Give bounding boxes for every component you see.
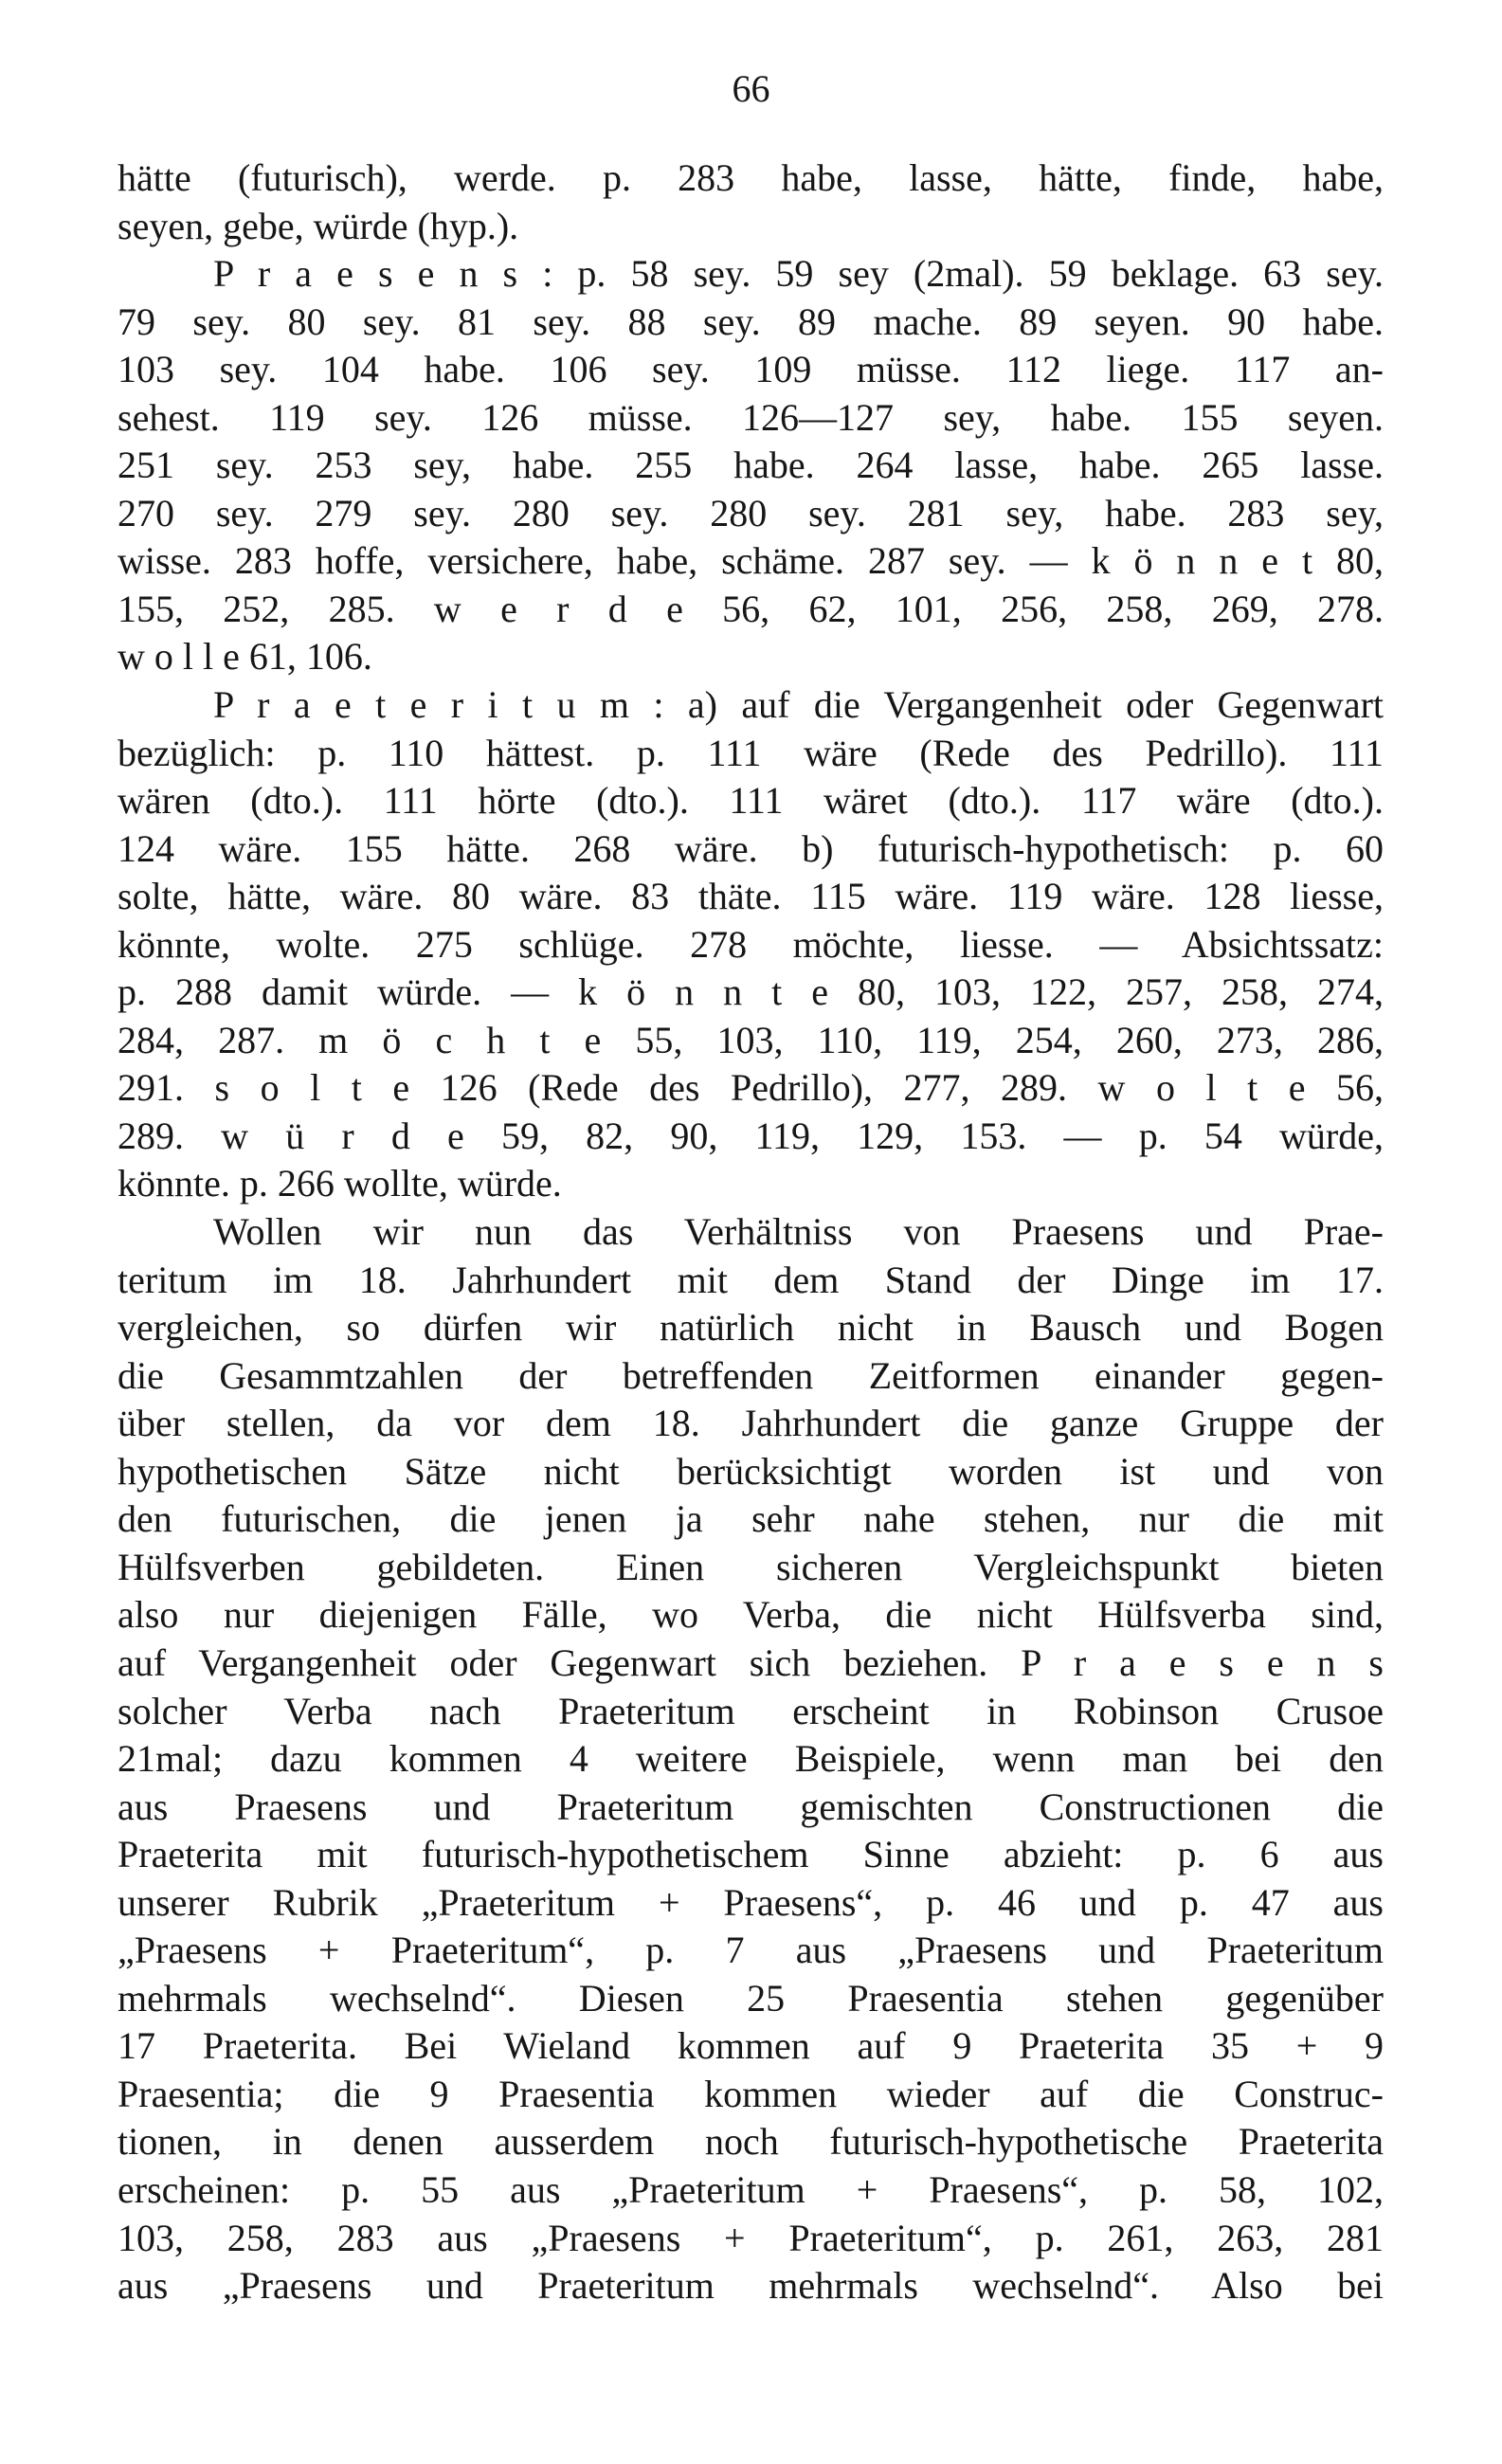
- text-line: teritum im 18. Jahrhundert mit dem Stand der Dinge im 17.: [118, 1258, 1384, 1301]
- text-line: seyen, gebe, würde (hyp.).: [118, 204, 519, 247]
- text-line: 103, 258, 283 aus „Praesens + Praeteritum“, p. 261, 263, 281: [118, 2216, 1384, 2259]
- text-line: könnte, wolte. 275 schlüge. 278 möchte, liesse. — Absichtssatz:: [118, 922, 1384, 966]
- text-line: die Gesammtzahlen der betreffenden Zeitformen einander gegen-: [118, 1353, 1384, 1397]
- text-line: hätte (futurisch), werde. p. 283 habe, lasse, hätte, finde, habe,: [118, 156, 1384, 199]
- text-line: 17 Praeterita. Bei Wieland kommen auf 9 Praeterita 35 + 9: [118, 2024, 1384, 2068]
- text-line: 79 sey. 80 sey. 81 sey. 88 sey. 89 mache. 89 seyen. 90 habe.: [118, 299, 1384, 343]
- text-line: sehest. 119 sey. 126 müsse. 126—127 sey, habe. 155 seyen.: [118, 395, 1384, 439]
- text-line: unserer Rubrik „Praeteritum + Praesens“, p. 46 und p. 47 aus: [118, 1880, 1384, 1924]
- text-line: erscheinen: p. 55 aus „Praeteritum + Praesens“, p. 58, 102,: [118, 2167, 1384, 2211]
- text-line: aus Praesens und Praeteritum gemischten Constructionen die: [118, 1785, 1384, 1828]
- text-line: 155, 252, 285. w e r d e 56, 62, 101, 256, 258, 269, 278.: [118, 587, 1384, 630]
- text-line: vergleichen, so dürfen wir natürlich nicht in Bausch und Bogen: [118, 1306, 1384, 1350]
- text-line: Praesentia; die 9 Praesentia kommen wieder auf die Construc-: [118, 2072, 1384, 2115]
- text-line: solte, hätte, wäre. 80 wäre. 83 thäte. 115 wäre. 119 wäre. 128 liesse,: [118, 875, 1384, 918]
- text-line: P r a e s e n s : p. 58 sey. 59 sey (2mal). 59 beklage. 63 sey.: [213, 252, 1384, 296]
- text-line: wären (dto.). 111 hörte (dto.). 111 wäret (dto.). 117 wäre (dto.).: [118, 779, 1384, 823]
- text-line: 103 sey. 104 habe. 106 sey. 109 müsse. 112 liege. 117 an-: [118, 348, 1384, 391]
- text-line: P r a e t e r i t u m : a) auf die Vergangenheit oder Gegenwart: [213, 683, 1384, 727]
- text-line: Praeterita mit futurisch-hypothetischem Sinne abzieht: p. 6 aus: [118, 1833, 1384, 1876]
- text-line: hypothetischen Sätze nicht berücksichtigt worden ist und von: [118, 1449, 1384, 1493]
- text-line: solcher Verba nach Praeteritum erscheint in Robinson Crusoe: [118, 1689, 1384, 1732]
- page-number: 66: [732, 67, 770, 110]
- text-line: Hülfsverben gebildeten. Einen sicheren Vergleichspunkt bieten: [118, 1545, 1384, 1588]
- text-line: 291. s o l t e 126 (Rede des Pedrillo), 277, 289. w o l t e 56,: [118, 1066, 1384, 1110]
- text-line: über stellen, da vor dem 18. Jahrhundert die ganze Gruppe der: [118, 1402, 1384, 1445]
- text-line: könnte. p. 266 wollte, würde.: [118, 1162, 562, 1205]
- text-line: 21mal; dazu kommen 4 weitere Beispiele, wenn man bei den: [118, 1737, 1384, 1781]
- text-line: „Praesens + Praeteritum“, p. 7 aus „Praesens und Praeteritum: [118, 1929, 1384, 1972]
- text-line: 284, 287. m ö c h t e 55, 103, 110, 119, 254, 260, 273, 286,: [118, 1018, 1384, 1061]
- text-line: Wollen wir nun das Verhältniss von Praesens und Prae-: [213, 1210, 1384, 1254]
- text-line: 124 wäre. 155 hätte. 268 wäre. b) futurisch-hypothetisch: p. 60: [118, 826, 1384, 870]
- text-line: auf Vergangenheit oder Gegenwart sich beziehen. P r a e s e n s: [118, 1640, 1384, 1684]
- text-line: 251 sey. 253 sey, habe. 255 habe. 264 lasse, habe. 265 lasse.: [118, 444, 1384, 487]
- text-line: 270 sey. 279 sey. 280 sey. 280 sey. 281 sey, habe. 283 sey,: [118, 491, 1384, 534]
- text-line: 289. w ü r d e 59, 82, 90, 119, 129, 153. — p. 54 würde,: [118, 1114, 1384, 1157]
- text-line: den futurischen, die jenen ja sehr nahe stehen, nur die mit: [118, 1497, 1384, 1541]
- text-line: wisse. 283 hoffe, versichere, habe, schäme. 287 sey. — k ö n n e t 80,: [118, 539, 1384, 583]
- text-line: w o l l e 61, 106.: [118, 635, 372, 679]
- text-line: mehrmals wechselnd“. Diesen 25 Praesentia stehen gegenüber: [118, 1976, 1384, 2020]
- text-line: aus „Praesens und Praeteritum mehrmals wechselnd“. Also bei: [118, 2264, 1384, 2308]
- body-text: [118, 154, 1384, 2310]
- text-line: bezüglich: p. 110 hättest. p. 111 wäre (Rede des Pedrillo). 111: [118, 731, 1384, 774]
- text-line: p. 288 damit würde. — k ö n n t e 80, 103, 122, 257, 258, 274,: [118, 970, 1384, 1014]
- text-line: tionen, in denen ausserdem noch futurisch-hypothetische Praeterita: [118, 2120, 1384, 2164]
- text-line: also nur diejenigen Fälle, wo Verba, die nicht Hülfsverba sind,: [118, 1593, 1384, 1637]
